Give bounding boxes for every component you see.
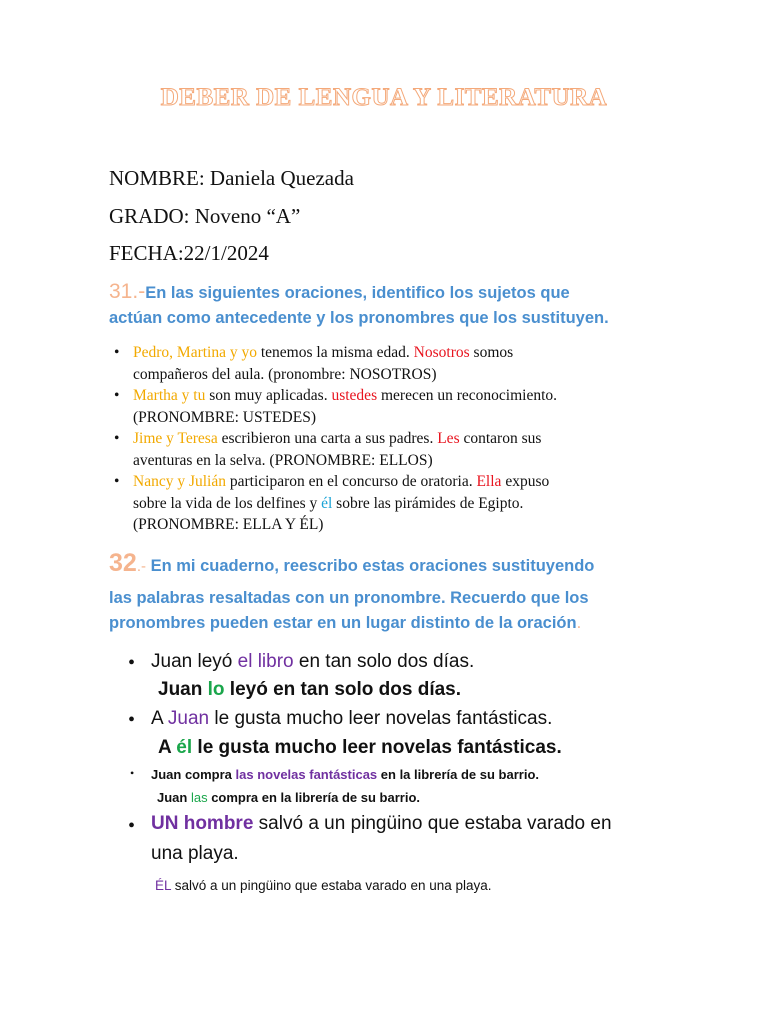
answer-pronoun: él bbox=[176, 737, 193, 758]
bullet-icon: • bbox=[114, 473, 120, 490]
list-item bbox=[112, 428, 632, 471]
exercise-sentence bbox=[151, 651, 474, 673]
section-32-number: 32 bbox=[109, 549, 137, 577]
answer-text: Juan bbox=[157, 790, 191, 805]
bullet-icon: • bbox=[114, 430, 120, 447]
list-item bbox=[112, 385, 632, 428]
sentence-text: Juan leyó bbox=[151, 651, 238, 672]
answer-text: le gusta mucho leer novelas fantásticas. bbox=[192, 737, 562, 758]
answer-text: Juan bbox=[158, 679, 208, 700]
section-32-instruction-3-row bbox=[109, 614, 581, 633]
subject-text: Pedro, Martina y yo bbox=[133, 344, 257, 361]
sentence-text: merecen un reconocimiento. bbox=[377, 387, 558, 404]
answer-text: salvó a un pingüino que estaba varado en una playa. bbox=[171, 878, 492, 893]
answer-pronoun: ÉL bbox=[155, 878, 172, 893]
subject-text: Nancy y Julián bbox=[133, 473, 226, 490]
answer-pronoun: lo bbox=[207, 679, 225, 700]
pronoun-text: Ella bbox=[476, 473, 502, 490]
highlighted-word: UN hombre bbox=[151, 813, 254, 834]
section-31-instruction-2: actúan como antecedente y los pronombres que los sustituyen. bbox=[109, 309, 609, 327]
exercise-answer bbox=[155, 878, 492, 893]
section-32-instruction-3: pronombres pueden estar en un lugar distinto de la oración bbox=[109, 614, 577, 632]
subject-text: Martha y tu bbox=[133, 387, 206, 404]
exercise-sentence bbox=[151, 708, 552, 730]
section-32-dash: .- bbox=[136, 558, 146, 575]
answer-pronoun: las bbox=[190, 790, 208, 805]
section-32-instruction-end: . bbox=[576, 614, 582, 632]
answer-text: compra en la librería de su barrio. bbox=[207, 790, 420, 805]
sentence-text: sobre las pirámides de Egipto. bbox=[332, 494, 524, 512]
sentence-text: (PRONOMBRE: USTEDES) bbox=[133, 408, 317, 426]
page-title: DEBER DE LENGUA Y LITERATURA bbox=[160, 84, 608, 111]
sentence-text: Juan compra bbox=[151, 767, 236, 782]
student-grade: GRADO: Noveno “A” bbox=[109, 204, 301, 228]
pronoun-text: Les bbox=[437, 430, 460, 447]
bullet-icon: • bbox=[114, 344, 120, 361]
sentence-text: participaron en el concurso de oratoria. bbox=[225, 473, 477, 490]
list-item bbox=[112, 342, 632, 385]
sentence-text: escribieron una carta a sus padres. bbox=[217, 430, 438, 447]
highlighted-word: Juan bbox=[167, 708, 210, 729]
sentence-text: le gusta mucho leer novelas fantásticas. bbox=[209, 708, 553, 729]
exercise-answer bbox=[158, 679, 461, 701]
sentence-text: expuso bbox=[501, 473, 550, 490]
date: FECHA:22/1/2024 bbox=[109, 241, 269, 265]
list-item bbox=[112, 471, 632, 536]
subject-text: Jime y Teresa bbox=[133, 430, 218, 447]
exercise-sentence bbox=[151, 813, 612, 835]
section-31-list bbox=[112, 342, 632, 536]
answer-text: leyó en tan solo dos días. bbox=[224, 679, 462, 700]
pronoun-text: Nosotros bbox=[413, 344, 470, 361]
section-31-heading bbox=[109, 280, 570, 304]
highlighted-word: las novelas fantásticas bbox=[235, 767, 378, 782]
exercise-answer bbox=[157, 790, 420, 805]
pronoun-text: él bbox=[321, 494, 333, 512]
bullet-icon: • bbox=[114, 387, 120, 404]
exercise-sentence bbox=[151, 767, 539, 782]
bullet-icon: • bbox=[128, 709, 136, 731]
sentence-text: sobre la vida de los delfines y bbox=[133, 494, 322, 512]
exercise-sentence-cont: una playa. bbox=[151, 843, 239, 864]
answer-text: A bbox=[158, 737, 177, 758]
sentence-text: A bbox=[151, 708, 168, 729]
sentence-text: tenemos la misma edad. bbox=[256, 344, 414, 361]
student-name: NOMBRE: Daniela Quezada bbox=[109, 166, 354, 190]
sentence-text: son muy aplicadas. bbox=[205, 387, 332, 404]
bullet-icon: • bbox=[130, 766, 135, 780]
exercise-answer bbox=[158, 737, 562, 759]
sentence-text: compañeros del aula. (pronombre: NOSOTROS) bbox=[133, 365, 437, 383]
sentence-text: en la librería de su barrio. bbox=[377, 767, 540, 782]
bullet-icon: • bbox=[128, 652, 136, 674]
sentence-text: en tan solo dos días. bbox=[293, 651, 475, 672]
sentence-text: contaron sus bbox=[459, 430, 542, 447]
bullet-icon: • bbox=[128, 815, 136, 837]
highlighted-word: el libro bbox=[237, 651, 294, 672]
section-32-instruction-1: En mi cuaderno, reescribo estas oraciones sustituyendo bbox=[145, 557, 595, 575]
section-32-heading bbox=[109, 549, 594, 578]
section-31-instruction-1: En las siguientes oraciones, identifico los sujetos que bbox=[145, 284, 570, 302]
sentence-text: salvó a un pingüino que estaba varado en bbox=[253, 813, 612, 834]
sentence-text: aventuras en la selva. (PRONOMBRE: ELLOS) bbox=[133, 451, 433, 469]
section-31-number: 31.- bbox=[109, 280, 146, 303]
sentence-text: somos bbox=[469, 344, 514, 361]
pronoun-text: ustedes bbox=[331, 387, 378, 404]
sentence-text: (PRONOMBRE: ELLA Y ÉL) bbox=[133, 516, 324, 533]
section-32-instruction-2: las palabras resaltadas con un pronombre. Recuerdo que los bbox=[109, 589, 589, 607]
